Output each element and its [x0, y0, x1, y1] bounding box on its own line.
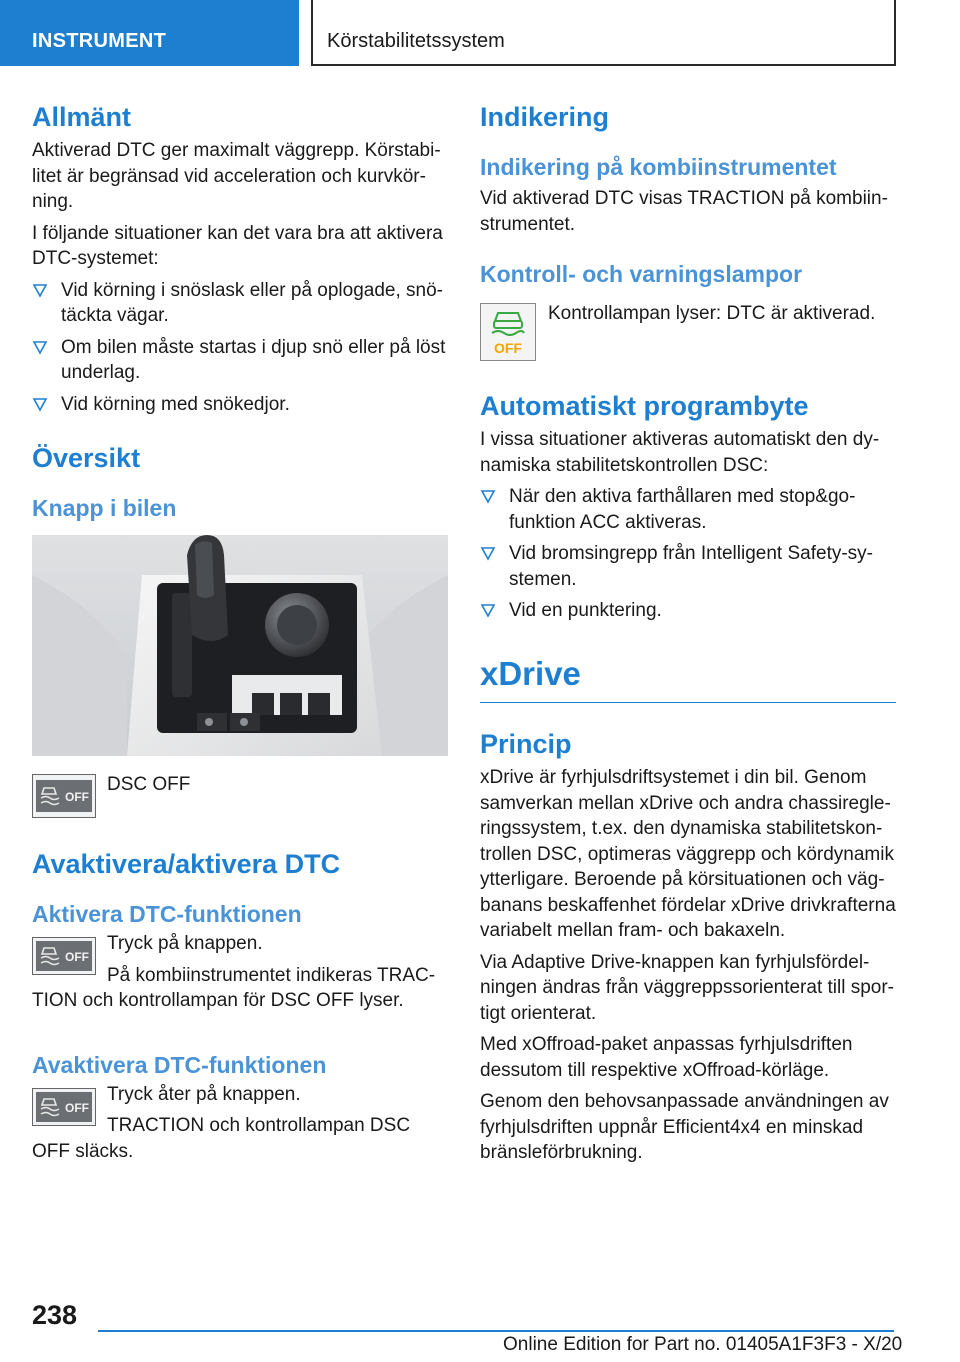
svg-text:OFF: OFF — [65, 950, 89, 964]
header-section-tab — [0, 0, 299, 66]
deactivate-step-1: Tryck åter på knappen. — [107, 1083, 301, 1105]
subheading-knapp-i-bilen: Knapp i bilen — [32, 495, 177, 521]
traction-lamp-row — [480, 303, 896, 361]
header-section-label: INSTRUMENT — [32, 30, 167, 52]
left-column — [32, 100, 448, 1164]
triangle-bullet-icon — [480, 488, 496, 504]
para-xdrive-1: xDrive är fyrhjulsdriftsystemet i din bil. Genom samverkan mellan xDrive och andra chassiregle- ringssystem, t.ex. den dynamiska stabilitetskon- trollen DSC, optimeras väggrepp och kördynamik ytterligare. Beroende på körsituationen och väg- banans beskaffenhet fördelar xDrive drivkrafterna variabelt mellan fram- och bakaxeln. — [480, 767, 896, 941]
traction-lamp-text: Kontrollampan lyser: DTC är aktiverad. — [548, 303, 876, 324]
para-xdrive-4: Genom den behovsanpassade användningen av fyrhjulsdriften uppnår Efficient4x4 en minskad bränsleförbrukning. — [480, 1091, 889, 1163]
deactivate-step-2-line1: TRACTION och kontrollampan DSC — [107, 1115, 411, 1136]
list-item: När den aktiva farthållaren med stop&go- funktion ACC aktiveras. — [480, 484, 896, 535]
heading-xdrive: xDrive — [480, 654, 581, 692]
heading-oversikt: Översikt — [32, 443, 141, 473]
activate-step-2-line1: På kombiinstrumentet indikeras TRAC- — [107, 964, 436, 986]
footer-divider — [98, 1330, 894, 1332]
dsc-off-icon — [32, 937, 96, 980]
dsc-off-icon — [32, 1088, 96, 1131]
list-item: Vid bromsingrepp från Intelligent Safety-sy- stemen. — [480, 541, 896, 592]
center-console-photo — [32, 535, 448, 756]
deactivate-row — [32, 1082, 448, 1165]
header-chapter-box — [311, 0, 896, 66]
subheading-avaktivera-dtc: Avaktivera DTC-funktionen — [32, 1051, 327, 1078]
center-console-illustration — [32, 535, 448, 756]
para-auto: I vissa situationer aktiveras automatiskt den dy- namiska stabilitetskontrollen DSC: — [480, 429, 880, 476]
para-allmant-2: I följande situationer kan det vara bra att aktivera DTC-systemet: — [32, 222, 443, 269]
list-item: Om bilen måste startas i djup snö eller på löst underlag. — [32, 335, 448, 386]
header-chapter-label: Körstabilitetssystem — [327, 30, 505, 52]
triangle-bullet-icon — [32, 339, 48, 355]
deactivate-step-2-line2: OFF släcks. — [32, 1140, 134, 1162]
heading-automatiskt-programbyte: Automatiskt programbyte — [480, 391, 809, 421]
dsc-off-row — [32, 774, 448, 818]
para-indikering: Vid aktiverad DTC visas TRACTION på kombiin- strumentet. — [480, 188, 888, 235]
subheading-kontroll-varningslampor: Kontroll- och varningslampor — [480, 261, 803, 287]
triangle-bullet-icon — [32, 282, 48, 298]
para-xdrive-3: Med xOffroad-paket anpassas fyrhjulsdriften dessutom till respektive xOffroad-körläge. — [480, 1034, 853, 1081]
traction-off-lamp-icon — [480, 303, 536, 366]
subheading-aktivera-dtc: Aktivera DTC-funktionen — [32, 901, 302, 927]
section-divider — [480, 702, 896, 704]
page-number: 238 — [32, 1300, 78, 1330]
bullet-list-auto — [480, 484, 896, 624]
heading-indikering: Indikering — [480, 102, 610, 132]
bullet-list-allmant — [32, 278, 448, 418]
activate-step-1: Tryck på knappen. — [107, 933, 263, 954]
heading-avaktivera: Avaktivera/aktivera DTC — [32, 849, 341, 879]
svg-text:OFF: OFF — [65, 790, 89, 804]
subheading-princip: Princip — [480, 729, 572, 759]
footer-edition: Online Edition for Part no. 01405A1F3F3 - X/20 — [503, 1334, 903, 1355]
triangle-bullet-icon — [480, 545, 496, 561]
right-column — [480, 100, 896, 1166]
para-allmant-1: Aktiverad DTC ger maximalt väggrepp. Körstabi- litet är begränsad vid acceleration och kurvkör- ning. — [32, 140, 441, 212]
svg-text:OFF: OFF — [494, 340, 522, 356]
activate-row — [32, 931, 448, 1014]
subheading-kombiinstrument: Indikering på kombiinstrumentet — [480, 154, 837, 180]
triangle-bullet-icon — [32, 396, 48, 412]
list-item: Vid körning i snöslask eller på oplogade, snö- täckta vägar. — [32, 278, 448, 329]
activate-step-2-line2: TION och kontrollampan för DSC OFF lyser. — [32, 990, 404, 1011]
list-item: Vid en punktering. — [480, 598, 896, 624]
dsc-off-label: DSC OFF — [107, 774, 191, 795]
para-xdrive-2: Via Adaptive Drive-knappen kan fyrhjulsfördel- ningen ändras från väggreppssorienterat till spor- tigt orienterat. — [480, 951, 895, 1024]
heading-allmant: Allmänt — [32, 102, 132, 132]
list-item: Vid körning med snökedjor. — [32, 392, 448, 418]
triangle-bullet-icon — [480, 602, 496, 618]
svg-text:OFF: OFF — [65, 1100, 89, 1115]
dsc-off-icon — [32, 774, 96, 823]
